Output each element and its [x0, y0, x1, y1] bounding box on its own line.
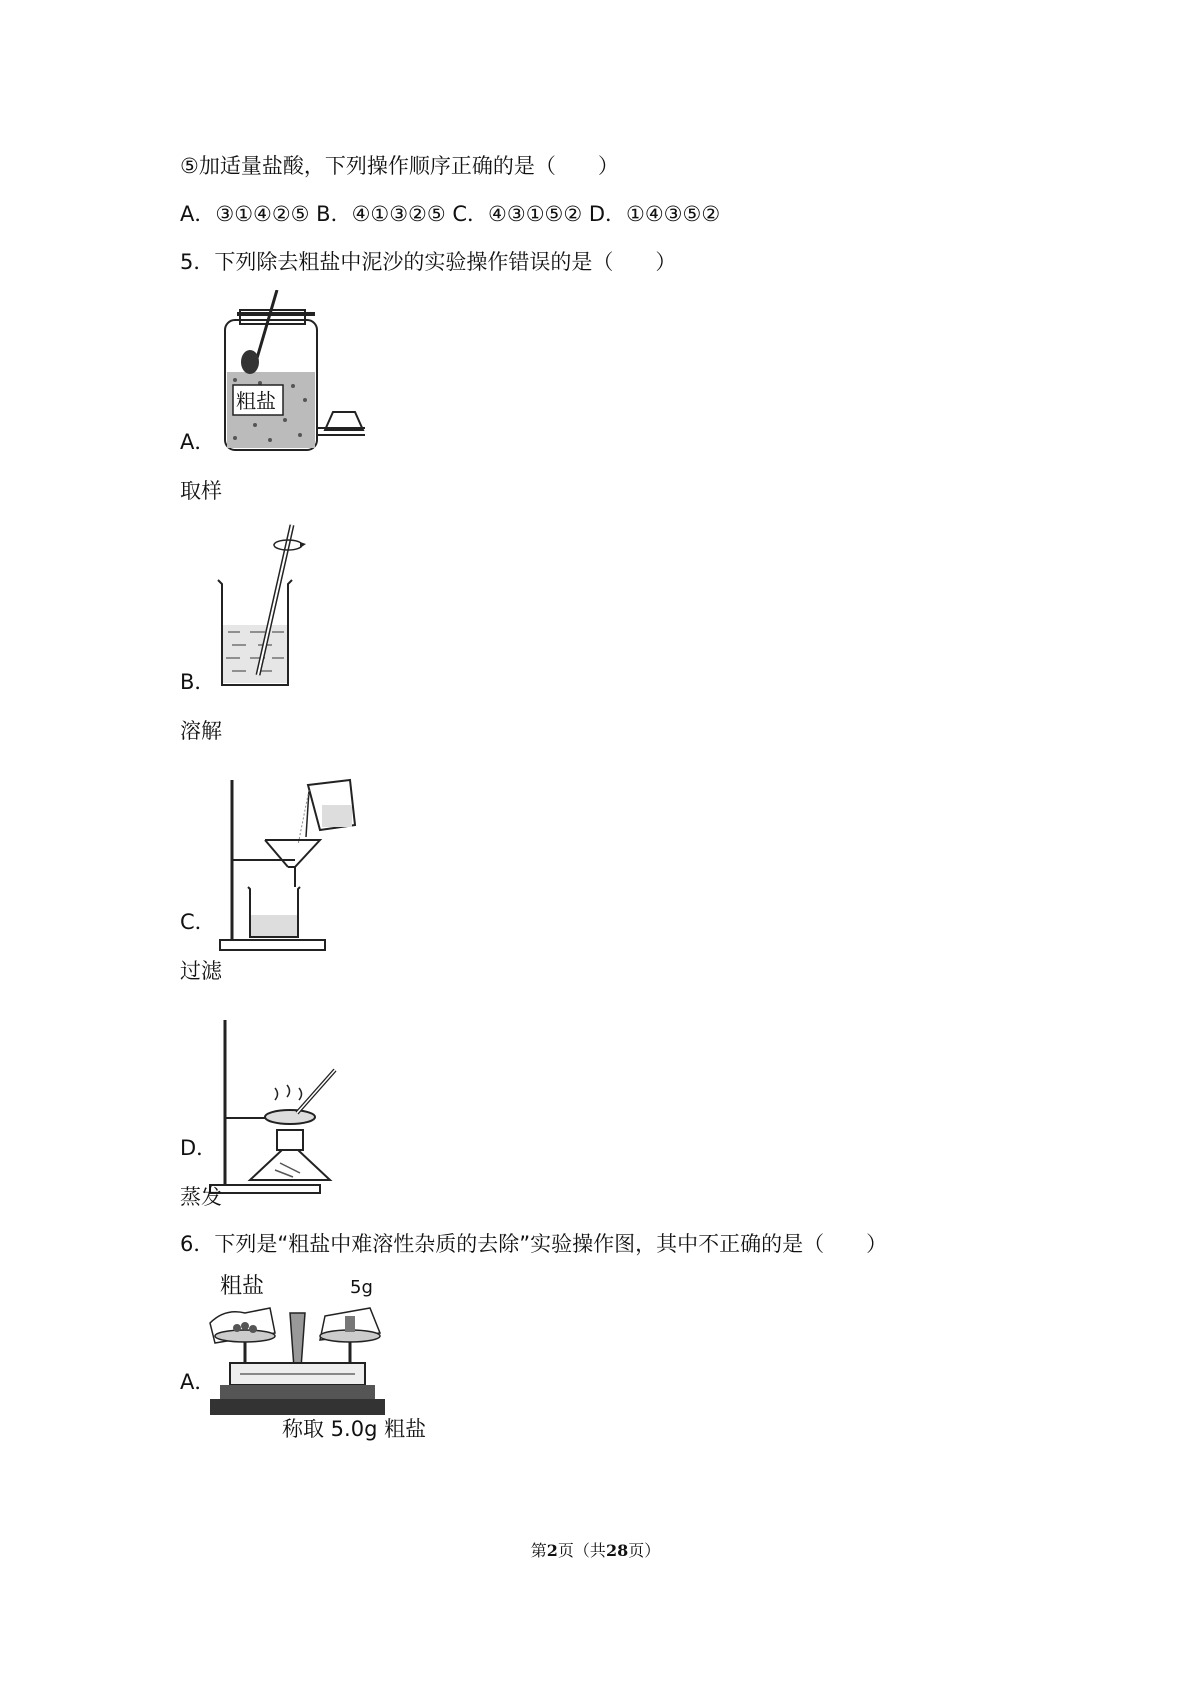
q5-stem: 5．下列除去粗盐中泥沙的实验操作错误的是（ ） [180, 250, 677, 274]
q5-option-a-caption: 取样 [180, 479, 222, 503]
current-page-number: 2 [546, 1541, 558, 1560]
page-footer: 第2页（共28页） [530, 1541, 661, 1560]
q5-option-a-letter: A． [180, 430, 216, 454]
q5-option-b-caption: 溶解 [180, 719, 222, 743]
q5-figure-evaporating [205, 1015, 375, 1195]
q4-options: A．③①④②⑤ B．④①③②⑤ C．④③①⑤② D．①④③⑤② [180, 202, 721, 226]
q6-option-a-letter: A． [180, 1370, 216, 1394]
q5-option-b-letter: B． [180, 670, 216, 694]
q5-figure-sampling [205, 290, 365, 460]
q5-option-d-caption: 蒸发 [180, 1185, 222, 1209]
balance-left-label: 粗盐 [220, 1274, 265, 1299]
total-page-number: 28 [605, 1541, 629, 1560]
q6-option-a-caption: 称取 5.0g 粗盐 [282, 1417, 427, 1441]
q6-stem: 6．下列是“粗盐中难溶性杂质的去除”实验操作图，其中不正确的是（ ） [180, 1232, 888, 1256]
salt-jar-label: 粗盐 [236, 389, 276, 413]
q5-figure-filtering [210, 775, 370, 955]
q4-stem-tail: ⑤加适量盐酸，下列操作顺序正确的是（ ） [180, 154, 619, 178]
q5-option-d-letter: D． [180, 1136, 218, 1160]
q5-option-c-letter: C． [180, 910, 216, 934]
q5-figure-dissolving [210, 520, 350, 690]
balance-right-label: 5g [350, 1277, 373, 1298]
q5-option-c-caption: 过滤 [180, 959, 222, 983]
